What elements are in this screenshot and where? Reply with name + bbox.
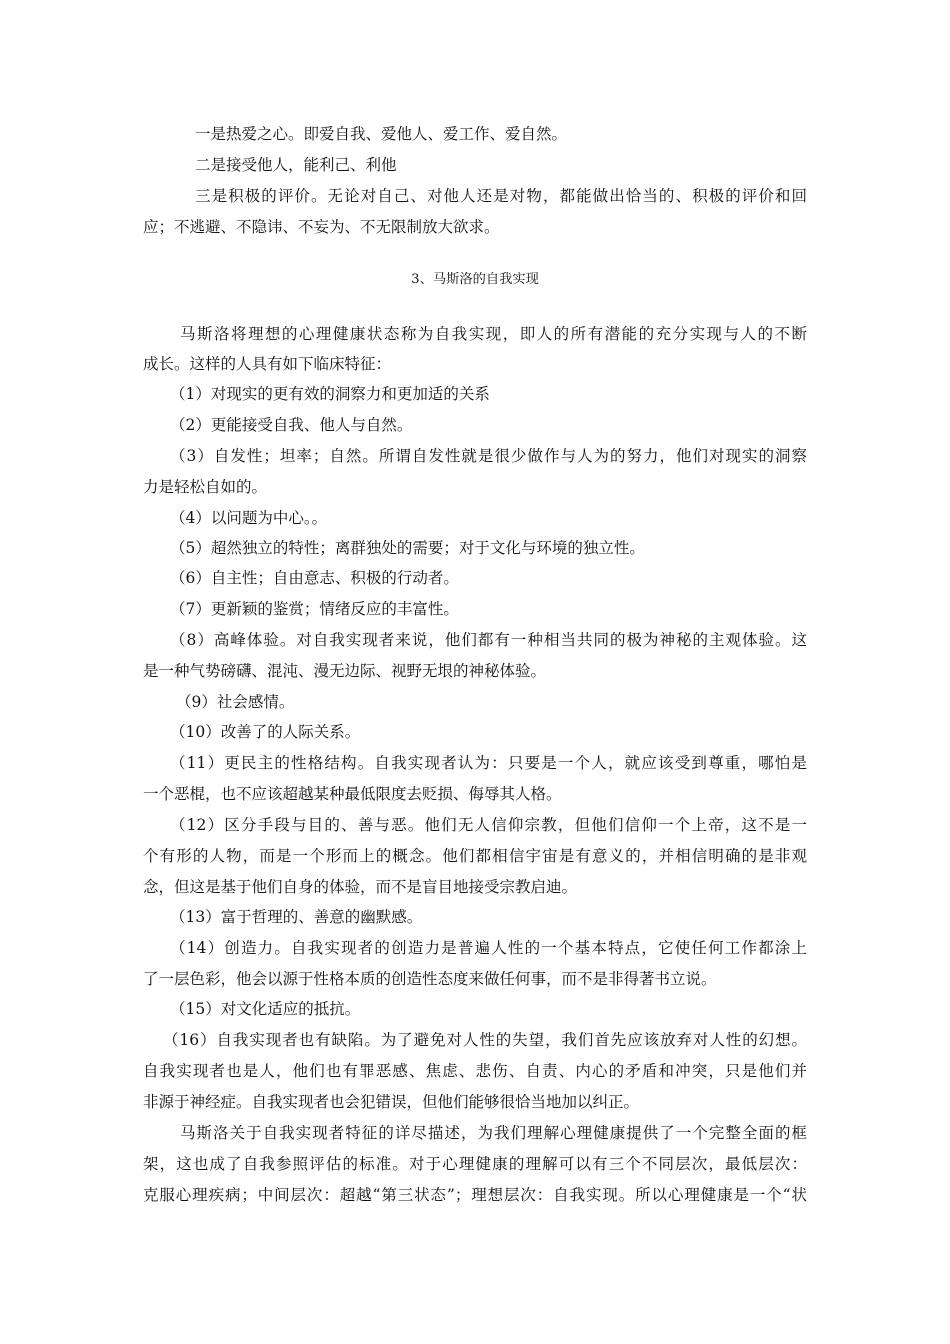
list-item-5: （5）超然独立的特性；离群独处的需要；对于文化与环境的独立性。 <box>170 539 645 557</box>
list-item-11-cont: 一个恶棍，也不应该超越某种最低限度去贬损、侮辱其人格。 <box>143 785 562 803</box>
list-item-14-cont: 了一层色彩，他会以源于性格本质的创造性态度来做任何事，而不是非得著书立说。 <box>143 970 717 988</box>
list-item-12-cont-1: 个有形的人物，而是一个形而上的概念。他们都相信宇宙是有意义的，并相信明确的是非观 <box>143 847 807 865</box>
paragraph-positive-evaluation-cont: 应；不逃避、不隐讳、不妄为、不无限制放大欲求。 <box>143 218 500 236</box>
list-item-7: （7）更新颖的鉴赏；情绪反应的丰富性。 <box>170 600 459 618</box>
list-item-2: （2）更能接受自我、他人与自然。 <box>170 416 413 434</box>
list-item-3-cont: 力是轻松自如的。 <box>143 478 268 496</box>
paragraph-summary: 马斯洛关于自我实现者特征的详尽描述，为我们理解心理健康提供了一个完整全面的框 <box>180 1124 807 1142</box>
paragraph-positive-evaluation: 三是积极的评价。无论对自己、对他人还是对物，都能做出恰当的、积极的评价和回 <box>195 187 807 205</box>
paragraph-summary-cont-1: 架，这也成了自我参照评估的标准。对于心理健康的理解可以有三个不同层次，最低层次： <box>143 1155 807 1173</box>
paragraph-love: 一是热爱之心。即爱自我、爱他人、爱工作、爱自然。 <box>195 125 568 143</box>
list-item-13: （13）富于哲理的、善意的幽默感。 <box>170 908 423 926</box>
list-item-6: （6）自主性；自由意志、积极的行动者。 <box>170 569 459 587</box>
list-item-16-cont-1: 自我实现者也是人，他们也有罪恶感、焦虑、悲伤、自责、内心的矛盾和冲突，只是他们并 <box>143 1062 807 1080</box>
list-item-14: （14）创造力。自我实现者的创造力是普遍人性的一个基本特点，它使任何工作都涂上 <box>170 939 807 957</box>
list-item-12-cont-2: 念，但这是基于他们自身的体验，而不是盲目地接受宗教启迪。 <box>143 878 578 896</box>
paragraph-maslow-intro: 马斯洛将理想的心理健康状态称为自我实现，即人的所有潜能的充分实现与人的不断 <box>180 325 807 343</box>
list-item-1: （1）对现实的更有效的洞察力和更加适的关系 <box>170 385 490 403</box>
list-item-16-cont-2: 非源于神经症。自我实现者也会犯错误，但他们能够很恰当地加以纠正。 <box>143 1093 640 1111</box>
list-item-11: （11）更民主的性格结构。自我实现者认为：只要是一个人，就应该受到尊重，哪怕是 <box>170 754 807 772</box>
section-heading: 3、马斯洛的自我实现 <box>411 272 539 287</box>
list-item-16: （16）自我实现者也有缺陷。为了避免对人性的失望，我们首先应该放弃对人性的幻想。 <box>163 1031 807 1049</box>
paragraph-summary-cont-2: 克服心理疾病；中间层次：超越“第三状态”；理想层次：自我实现。所以心理健康是一个“状 <box>143 1186 807 1204</box>
paragraph-accept-others: 二是接受他人，能利己、利他 <box>195 156 397 174</box>
list-item-10: （10）改善了的人际关系。 <box>170 723 361 741</box>
list-item-3: （3）自发性；坦率；自然。所谓自发性就是很少做作与人为的努力，他们对现实的洞察 <box>170 447 807 465</box>
list-item-8: （8）高峰体验。对自我实现者来说，他们都有一种相当共同的极为神秘的主观体验。这 <box>170 631 807 649</box>
list-item-8-cont: 是一种气势磅礴、混沌、漫无边际、视野无垠的神秘体验。 <box>143 662 547 680</box>
list-item-4: （4）以问题为中心。。 <box>170 509 328 527</box>
list-item-9: （9）社会感情。 <box>176 693 295 711</box>
paragraph-maslow-intro-cont: 成长。这样的人具有如下临床特征： <box>143 355 392 373</box>
list-item-12: （12）区分手段与目的、善与恶。他们无人信仰宗教，但他们信仰一个上帝，这不是一 <box>170 816 807 834</box>
list-item-15: （15）对文化适应的抵抗。 <box>170 1000 361 1018</box>
